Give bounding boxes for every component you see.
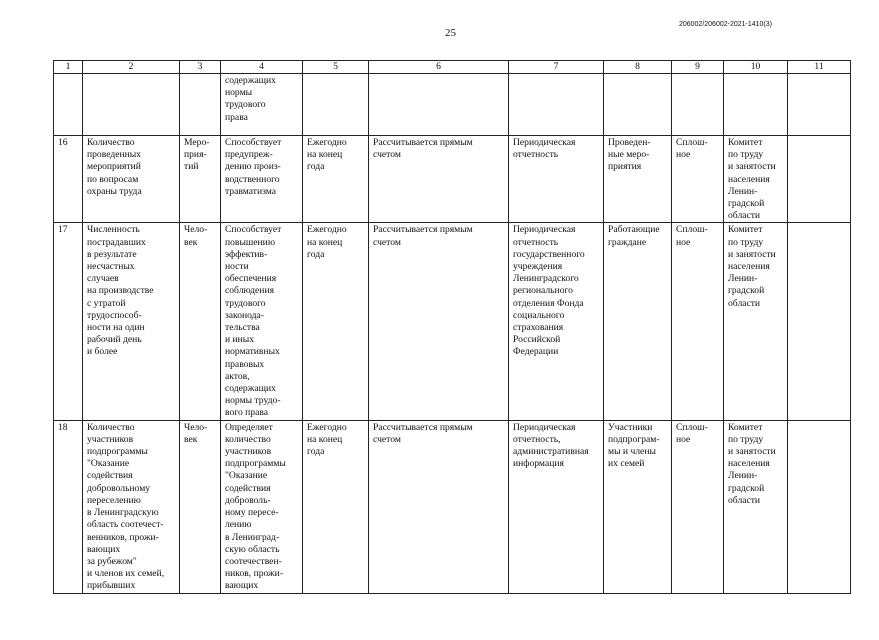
- column-number: 2: [83, 61, 180, 74]
- unit-of-measure: Чело- век: [180, 420, 221, 593]
- column-number: 9: [672, 61, 724, 74]
- column-number-row: [54, 61, 851, 74]
- indicator-purpose: Способствует предупреж- дению произ- водственного травматизма: [221, 136, 303, 223]
- column-number: 5: [303, 61, 369, 74]
- table-row-continuation: [54, 74, 851, 136]
- column-number: 6: [369, 61, 509, 74]
- indicator-purpose: Способствует повышению эффектив- ности обеспечения соблюдения трудового законода- тельства и иных нормативных правовых актов, содержащих нормы трудо- вого права: [221, 223, 303, 420]
- table-cell: [788, 136, 851, 223]
- periodicity: Ежегодно на конец года: [303, 420, 369, 593]
- periodicity: Ежегодно на конец года: [303, 136, 369, 223]
- responsible-body: Комитет по труду и занятости населения Ленин- градской области: [724, 136, 788, 223]
- page-number: 25: [445, 27, 456, 39]
- data-source: Периодическая отчетность: [509, 136, 604, 223]
- indicator-purpose: Определяет количество участников подпрограммы "Оказание содействия доброволь- ному пересе- лению в Ленинград- скую область соотечествен- ников, прожи- вающих: [225, 421, 286, 592]
- indicator-name-cell: [83, 420, 180, 593]
- calculation-method: Рассчитывается прямым счетом: [369, 136, 509, 223]
- indicator-name: Численность пострадавших в результате несчастных случаев на производстве с утратой трудоспособ- ности на один рабочий день и более: [83, 223, 180, 420]
- observation-object: Работающие граждане: [604, 223, 672, 420]
- table-cell: [509, 74, 604, 136]
- observation-object: Участники подпрограм- мы и члены их семей: [604, 420, 672, 593]
- column-number: 3: [180, 61, 221, 74]
- row-number: 16: [54, 136, 83, 223]
- calculation-method: Рассчитывается прямым счетом: [369, 420, 509, 593]
- indicator-name: Количество участников подпрограммы "Оказание содействия добровольному переселению в Ленинградскую область соотечест- венников, прожи- вающих за рубежом" и членов их семей, прибывших: [87, 421, 165, 592]
- table-cell: [788, 74, 851, 136]
- table-row: [54, 420, 851, 593]
- calculation-method: Рассчитывается прямым счетом: [369, 223, 509, 420]
- data-source: Периодическая отчетность государственного учреждения Ленинградского регионального отделения Фонда социального страхования Российской Федерации: [509, 223, 604, 420]
- table-cell: [604, 74, 672, 136]
- column-number: 4: [221, 61, 303, 74]
- table-cell-purpose: содержащих нормы трудового права: [221, 74, 303, 136]
- table-row: [54, 223, 851, 420]
- column-number: 1: [54, 61, 83, 74]
- unit-of-measure: Меро- прия- тий: [180, 136, 221, 223]
- column-number: 8: [604, 61, 672, 74]
- document-reference: 206002/206002-2021-1410(3): [678, 21, 772, 28]
- table-cell: [788, 420, 851, 593]
- column-number: 10: [724, 61, 788, 74]
- table-cell: [724, 74, 788, 136]
- periodicity: Ежегодно на конец года: [303, 223, 369, 420]
- coverage: Сплош- ное: [672, 420, 724, 593]
- responsible-body: Комитет по труду и занятости населения Ленин- градской области: [724, 223, 788, 420]
- column-number: 11: [788, 61, 851, 74]
- table-row: [54, 136, 851, 223]
- observation-object: Проведен- ные меро- приятия: [604, 136, 672, 223]
- table-cell: [303, 74, 369, 136]
- responsible-body: Комитет по труду и занятости населения Ленин- градской области: [724, 420, 788, 593]
- row-number: 18: [54, 420, 83, 593]
- table-cell: [672, 74, 724, 136]
- table-cell: [180, 74, 221, 136]
- table-cell: [54, 74, 83, 136]
- unit-of-measure: Чело- век: [180, 223, 221, 420]
- indicators-table: [53, 60, 851, 594]
- table-cell: [369, 74, 509, 136]
- column-number: 7: [509, 61, 604, 74]
- table-cell: [83, 74, 180, 136]
- coverage: Сплош- ное: [672, 223, 724, 420]
- table-cell: [788, 223, 851, 420]
- row-number: 17: [54, 223, 83, 420]
- coverage: Сплош- ное: [672, 136, 724, 223]
- data-source: Периодическая отчетность, административная информация: [509, 420, 604, 593]
- indicator-name: Количество проведенных мероприятий по вопросам охраны труда: [83, 136, 180, 223]
- indicator-purpose-cell: [221, 420, 303, 593]
